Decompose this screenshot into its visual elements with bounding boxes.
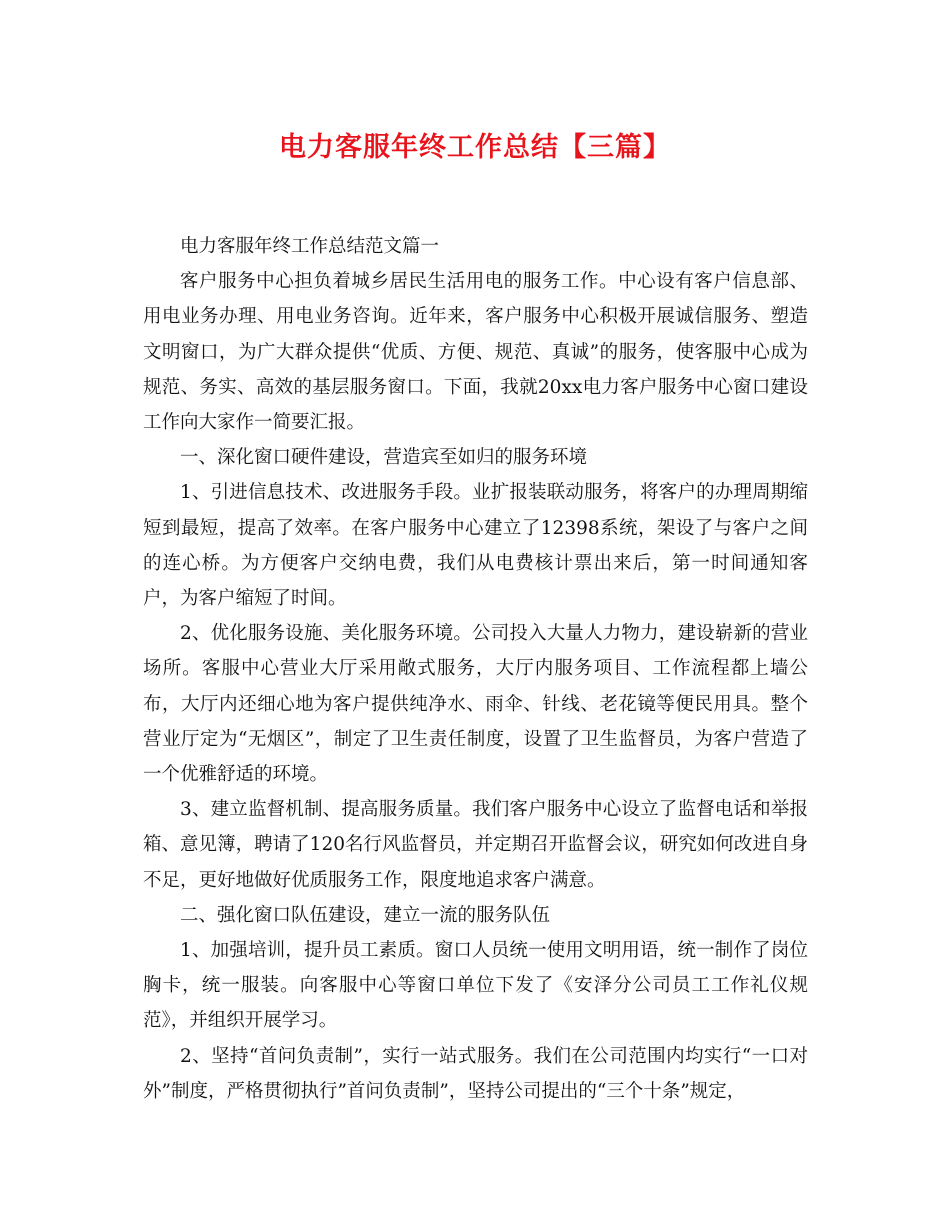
paragraph: 2、优化服务设施、美化服务环境。公司投入大量人力物力，建设崭新的营业场所。客服中心营业大厅采用敞式服务，大厅内服务项目、工作流程都上墙公布，大厅内还细心地为客户提供纯净水、雨伞、针线、老花镜等便民用具。整个营业厅定为“无烟区”，制定了卫生责任制度，设置了卫生监督员，为客户营造了一个优雅舒适的环境。 <box>143 623 808 786</box>
document-body <box>143 229 808 1109</box>
paragraph: 1、引进信息技术、改进服务手段。业扩报装联动服务，将客户的办理周期缩短到最短，提高了效率。在客户服务中心建立了12398系统，架设了与客户之间的连心桥。为方便客户交纳电费，我们从电费核计票出来后，第一时间通知客户，为客户缩短了时间。 <box>143 482 808 610</box>
section-heading: 二、强化窗口队伍建设，建立一流的服务队伍 <box>180 904 551 926</box>
paragraph: 客户服务中心担负着城乡居民生活用电的服务工作。中心设有客户信息部、用电业务办理、用电业务咨询。近年来，客户服务中心积极开展诚信服务、塑造文明窗口，为广大群众提供“优质、方便、规范、真诚”的服务，使客服中心成为规范、务实、高效的基层服务窗口。下面，我就20xx电力客户服务中心窗口建设工作向大家作一简要汇报。 <box>143 271 808 434</box>
paragraph: 1、加强培训，提升员工素质。窗口人员统一使用文明用语，统一制作了岗位胸卡，统一服装。向客服中心等窗口单位下发了《安泽分公司员工工作礼仪规范》，并组织开展学习。 <box>143 940 808 1032</box>
section-heading: 电力客服年终工作总结范文篇一 <box>180 236 440 257</box>
document-title: 电力客服年终工作总结【三篇】 <box>279 132 671 163</box>
paragraph: 3、建立监督机制、提高服务质量。我们客户服务中心设立了监督电话和举报箱、意见簿，聘请了120名行风监督员，并定期召开监督会议，研究如何改进自身不足，更好地做好优质服务工作，限度地追求客户满意。 <box>143 799 808 891</box>
section-heading: 一、深化窗口硬件建设，营造宾至如归的服务环境 <box>180 447 588 469</box>
paragraph: 2、坚持“首问负责制”，实行一站式服务。我们在公司范围内均实行“一口对外”制度，严格贯彻执行”首问负责制”，坚持公司提出的“三个十条”规定， <box>143 1045 808 1102</box>
